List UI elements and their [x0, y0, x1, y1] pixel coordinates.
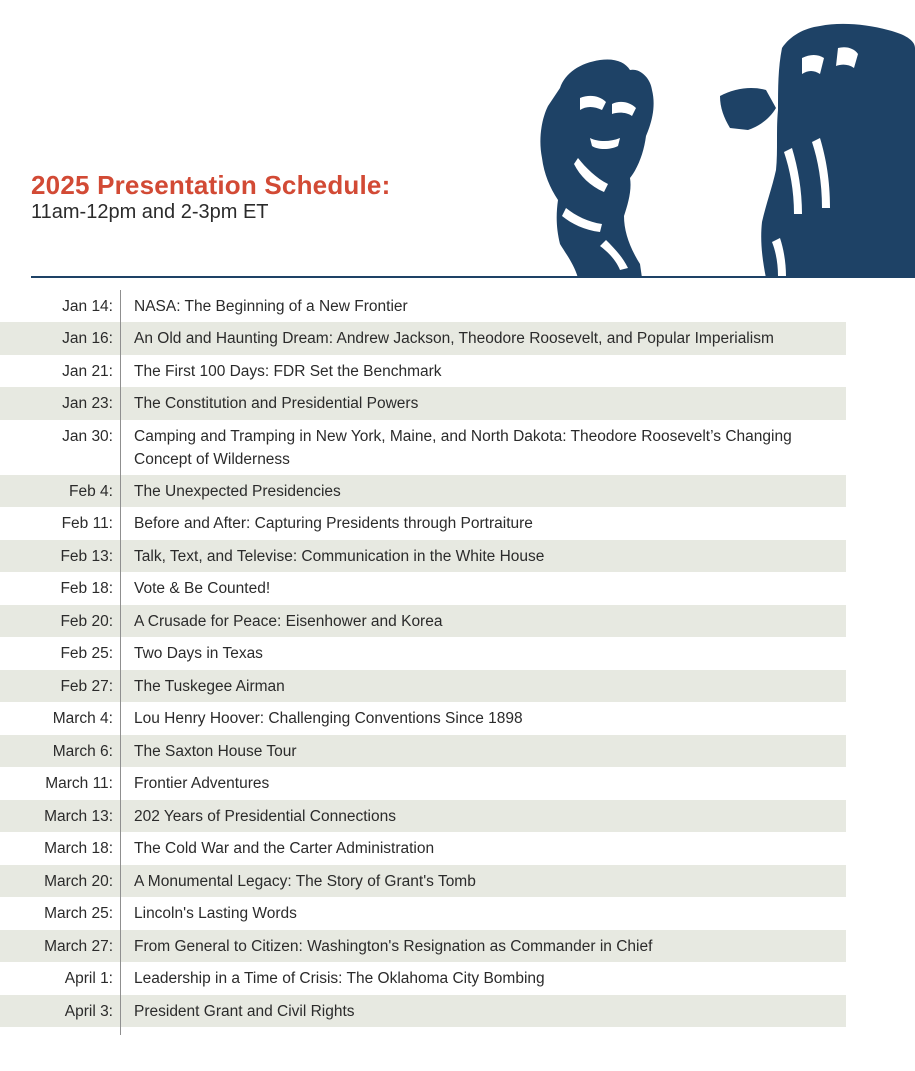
schedule-row [0, 897, 846, 930]
schedule-event-title: President Grant and Civil Rights [134, 1002, 355, 1020]
schedule-date: March 13: [44, 807, 113, 825]
schedule-event-title: Talk, Text, and Televise: Communication in the White House [134, 547, 545, 565]
schedule-date: March 11: [45, 774, 113, 792]
schedule-date: Feb 25: [60, 644, 113, 662]
schedule-event-title: The First 100 Days: FDR Set the Benchmark [134, 362, 442, 380]
schedule-event-title: Two Days in Texas [134, 644, 263, 662]
schedule-event-title: The Saxton House Tour [134, 742, 297, 760]
schedule-list [0, 290, 846, 1027]
schedule-event-title: Leadership in a Time of Crisis: The Oklahoma City Bombing [134, 969, 545, 987]
date-column-divider [120, 290, 121, 1035]
schedule-row [0, 832, 846, 865]
schedule-event-title: Lou Henry Hoover: Challenging Conventions Since 1898 [134, 709, 523, 727]
schedule-row [0, 322, 846, 355]
schedule-row [0, 290, 846, 322]
schedule-event-title: NASA: The Beginning of a New Frontier [134, 297, 408, 315]
schedule-date: March 20: [44, 872, 113, 890]
mount-rushmore-icon [720, 24, 915, 278]
schedule-row [0, 800, 846, 832]
schedule-date: March 25: [44, 904, 113, 922]
schedule-date: March 4: [52, 709, 113, 727]
schedule-row [0, 995, 846, 1027]
schedule-row [0, 767, 846, 800]
schedule-date: Feb 11: [61, 514, 113, 532]
schedule-event-title: Vote & Be Counted! [134, 579, 271, 597]
schedule-row [0, 702, 846, 735]
schedule-date: April 1: [64, 969, 113, 987]
schedule-event-title: 202 Years of Presidential Connections [134, 807, 396, 825]
schedule-date: Feb 4: [69, 482, 113, 500]
schedule-event-title: Before and After: Capturing Presidents through Portraiture [134, 514, 533, 532]
schedule-date: Jan 14: [62, 297, 113, 315]
schedule-date: Feb 20: [60, 612, 113, 630]
schedule-date: Jan 23: [62, 394, 113, 412]
schedule-event-title: An Old and Haunting Dream: Andrew Jackson, Theodore Roosevelt, and Popular Imperialism [134, 329, 774, 347]
schedule-row [0, 865, 846, 897]
schedule-event-title: Lincoln's Lasting Words [134, 904, 297, 922]
page-header [0, 0, 915, 280]
schedule-date: Jan 30: [62, 427, 113, 445]
schedule-event-title: From General to Citizen: Washington's Resignation as Commander in Chief [134, 937, 653, 955]
schedule-row [0, 735, 846, 767]
schedule-event-title: The Unexpected Presidencies [134, 482, 341, 500]
schedule-row [0, 572, 846, 605]
schedule-row [0, 540, 846, 572]
schedule-row [0, 962, 846, 995]
schedule-row [0, 637, 846, 670]
schedule-event-title: Camping and Tramping in New York, Maine, and North Dakota: Theodore Roosevelt’s Changing Concept of Wilderness [134, 427, 792, 468]
schedule-row [0, 930, 846, 962]
schedule-row [0, 670, 846, 702]
schedule-row [0, 605, 846, 637]
schedule-event-title: The Cold War and the Carter Administration [134, 839, 435, 857]
schedule-date: Feb 18: [60, 579, 113, 597]
schedule-date: March 6: [52, 742, 113, 760]
schedule-row [0, 475, 846, 507]
schedule-date: Jan 21: [62, 362, 113, 380]
schedule-event-title: The Tuskegee Airman [134, 677, 285, 695]
schedule-event-title: Frontier Adventures [134, 774, 270, 792]
schedule-event-title: A Monumental Legacy: The Story of Grant's Tomb [134, 872, 476, 890]
schedule-date: Jan 16: [62, 329, 113, 347]
schedule-event-title: A Crusade for Peace: Eisenhower and Korea [134, 612, 443, 630]
schedule-date: March 18: [44, 839, 113, 857]
monuments-illustration [520, 18, 915, 278]
schedule-date: Feb 27: [60, 677, 113, 695]
schedule-row [0, 420, 846, 475]
schedule-date: April 3: [64, 1002, 113, 1020]
header-divider [31, 276, 915, 278]
schedule-event-title: The Constitution and Presidential Powers [134, 394, 419, 412]
lincoln-memorial-statue-icon [540, 59, 653, 278]
page-title: 2025 Presentation Schedule: [31, 170, 391, 200]
schedule-row [0, 387, 846, 420]
page-subtitle: 11am-12pm and 2-3pm ET [31, 201, 269, 223]
schedule-row [0, 355, 846, 387]
schedule-date: March 27: [44, 937, 113, 955]
schedule-date: Feb 13: [60, 547, 113, 565]
schedule-row [0, 507, 846, 540]
